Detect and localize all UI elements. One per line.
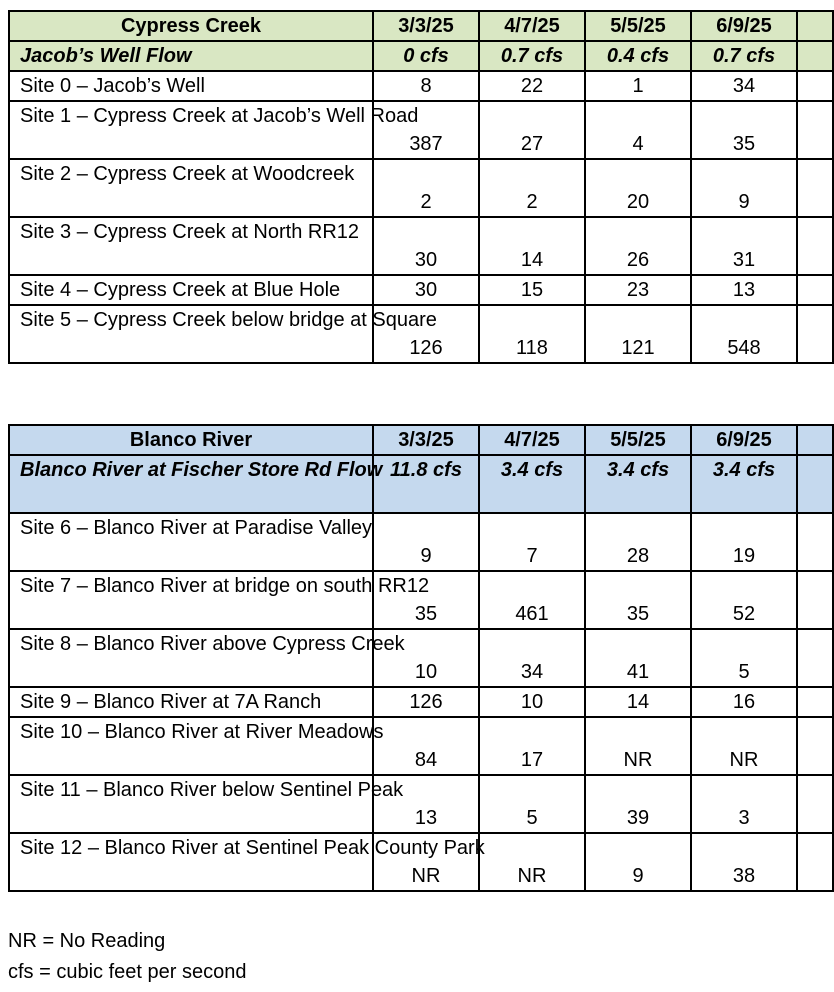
reading-value: 4 xyxy=(585,101,691,159)
cypress-creek-table xyxy=(8,10,834,364)
empty-cell xyxy=(797,11,833,41)
reading-value: 41 xyxy=(585,629,691,687)
date-header: 4/7/25 xyxy=(479,425,585,455)
reading-value: 121 xyxy=(585,305,691,363)
empty-cell xyxy=(797,571,833,629)
reading-value: 10 xyxy=(373,629,479,687)
reading-value: 387 xyxy=(373,101,479,159)
reading-value: 84 xyxy=(373,717,479,775)
reading-value: 5 xyxy=(479,775,585,833)
table-row xyxy=(9,833,833,891)
reading-value: 2 xyxy=(373,159,479,217)
table-row xyxy=(9,687,833,717)
date-header: 6/9/25 xyxy=(691,11,797,41)
reading-value: 34 xyxy=(479,629,585,687)
flow-value: 0.7 cfs xyxy=(479,41,585,71)
reading-value: 2 xyxy=(479,159,585,217)
reading-value: 35 xyxy=(373,571,479,629)
flow-value: 0 cfs xyxy=(373,41,479,71)
reading-value: 14 xyxy=(479,217,585,275)
empty-cell xyxy=(797,687,833,717)
empty-cell xyxy=(797,513,833,571)
reading-value: 27 xyxy=(479,101,585,159)
empty-cell xyxy=(797,41,833,71)
reading-value: 9 xyxy=(585,833,691,891)
table-row xyxy=(9,305,833,363)
reading-value: NR xyxy=(585,717,691,775)
reading-value: 20 xyxy=(585,159,691,217)
date-header: 6/9/25 xyxy=(691,425,797,455)
reading-value: 30 xyxy=(373,275,479,305)
reading-value: 9 xyxy=(691,159,797,217)
flow-row xyxy=(9,455,833,513)
reading-value: 14 xyxy=(585,687,691,717)
empty-cell xyxy=(797,455,833,513)
table-row xyxy=(9,217,833,275)
reading-value: 5 xyxy=(691,629,797,687)
empty-cell xyxy=(797,159,833,217)
reading-value: 34 xyxy=(691,71,797,101)
legend-notes xyxy=(8,926,246,988)
reading-value: 19 xyxy=(691,513,797,571)
flow-label: Blanco River at Fischer Store Rd Flow xyxy=(9,455,373,513)
reading-value: 8 xyxy=(373,71,479,101)
reading-value: 28 xyxy=(585,513,691,571)
date-header: 3/3/25 xyxy=(373,11,479,41)
table-row xyxy=(9,71,833,101)
empty-cell xyxy=(797,101,833,159)
reading-value: 23 xyxy=(585,275,691,305)
reading-value: 39 xyxy=(585,775,691,833)
reading-value: 126 xyxy=(373,687,479,717)
reading-value: 15 xyxy=(479,275,585,305)
reading-value: NR xyxy=(691,717,797,775)
flow-value: 11.8 cfs xyxy=(373,455,479,513)
date-header: 5/5/25 xyxy=(585,11,691,41)
flow-value: 3.4 cfs xyxy=(479,455,585,513)
table-row xyxy=(9,275,833,305)
site-name: Site 10 – Blanco River at River Meadows xyxy=(9,717,373,775)
site-name: Site 3 – Cypress Creek at North RR12 xyxy=(9,217,373,275)
site-name: Site 2 – Cypress Creek at Woodcreek xyxy=(9,159,373,217)
site-name: Site 7 – Blanco River at bridge on south RR12 xyxy=(9,571,373,629)
site-name: Site 1 – Cypress Creek at Jacob’s Well Road xyxy=(9,101,373,159)
empty-cell xyxy=(797,275,833,305)
table-row xyxy=(9,775,833,833)
empty-cell xyxy=(797,305,833,363)
reading-value: 548 xyxy=(691,305,797,363)
table-title: Cypress Creek xyxy=(9,11,373,41)
site-name: Site 0 – Jacob’s Well xyxy=(9,71,373,101)
table-row xyxy=(9,101,833,159)
site-name: Site 4 – Cypress Creek at Blue Hole xyxy=(9,275,373,305)
site-name: Site 6 – Blanco River at Paradise Valley xyxy=(9,513,373,571)
table-row xyxy=(9,629,833,687)
empty-cell xyxy=(797,717,833,775)
reading-value: 38 xyxy=(691,833,797,891)
date-header: 3/3/25 xyxy=(373,425,479,455)
date-header: 5/5/25 xyxy=(585,425,691,455)
date-header: 4/7/25 xyxy=(479,11,585,41)
empty-cell xyxy=(797,425,833,455)
site-name: Site 8 – Blanco River above Cypress Creek xyxy=(9,629,373,687)
reading-value: 13 xyxy=(373,775,479,833)
reading-value: 52 xyxy=(691,571,797,629)
reading-value: 13 xyxy=(691,275,797,305)
reading-value: 1 xyxy=(585,71,691,101)
reading-value: 7 xyxy=(479,513,585,571)
reading-value: 461 xyxy=(479,571,585,629)
reading-value: 35 xyxy=(691,101,797,159)
reading-value: 16 xyxy=(691,687,797,717)
reading-value: 17 xyxy=(479,717,585,775)
empty-cell xyxy=(797,217,833,275)
empty-cell xyxy=(797,629,833,687)
reading-value: 126 xyxy=(373,305,479,363)
blanco-river-table xyxy=(8,424,834,892)
reading-value: 10 xyxy=(479,687,585,717)
flow-value: 0.4 cfs xyxy=(585,41,691,71)
site-name: Site 5 – Cypress Creek below bridge at Square xyxy=(9,305,373,363)
table-row xyxy=(9,513,833,571)
reading-value: 3 xyxy=(691,775,797,833)
site-name: Site 9 – Blanco River at 7A Ranch xyxy=(9,687,373,717)
site-name: Site 12 – Blanco River at Sentinel Peak County Park xyxy=(9,833,373,891)
reading-value: 26 xyxy=(585,217,691,275)
site-name: Site 11 – Blanco River below Sentinel Peak xyxy=(9,775,373,833)
reading-value: NR xyxy=(373,833,479,891)
table-header-row xyxy=(9,425,833,455)
table-row xyxy=(9,717,833,775)
reading-value: 9 xyxy=(373,513,479,571)
empty-cell xyxy=(797,71,833,101)
reading-value: 118 xyxy=(479,305,585,363)
table-row xyxy=(9,159,833,217)
note-cfs: cfs = cubic feet per second xyxy=(8,961,247,983)
flow-label: Jacob’s Well Flow xyxy=(9,41,373,71)
note-nr: NR = No Reading xyxy=(8,930,166,952)
table-row xyxy=(9,571,833,629)
empty-cell xyxy=(797,833,833,891)
reading-value: 30 xyxy=(373,217,479,275)
reading-value: 31 xyxy=(691,217,797,275)
flow-value: 0.7 cfs xyxy=(691,41,797,71)
table-header-row xyxy=(9,11,833,41)
flow-row xyxy=(9,41,833,71)
reading-value: NR xyxy=(479,833,585,891)
flow-value: 3.4 cfs xyxy=(691,455,797,513)
table-title: Blanco River xyxy=(9,425,373,455)
empty-cell xyxy=(797,775,833,833)
reading-value: 35 xyxy=(585,571,691,629)
flow-value: 3.4 cfs xyxy=(585,455,691,513)
reading-value: 22 xyxy=(479,71,585,101)
